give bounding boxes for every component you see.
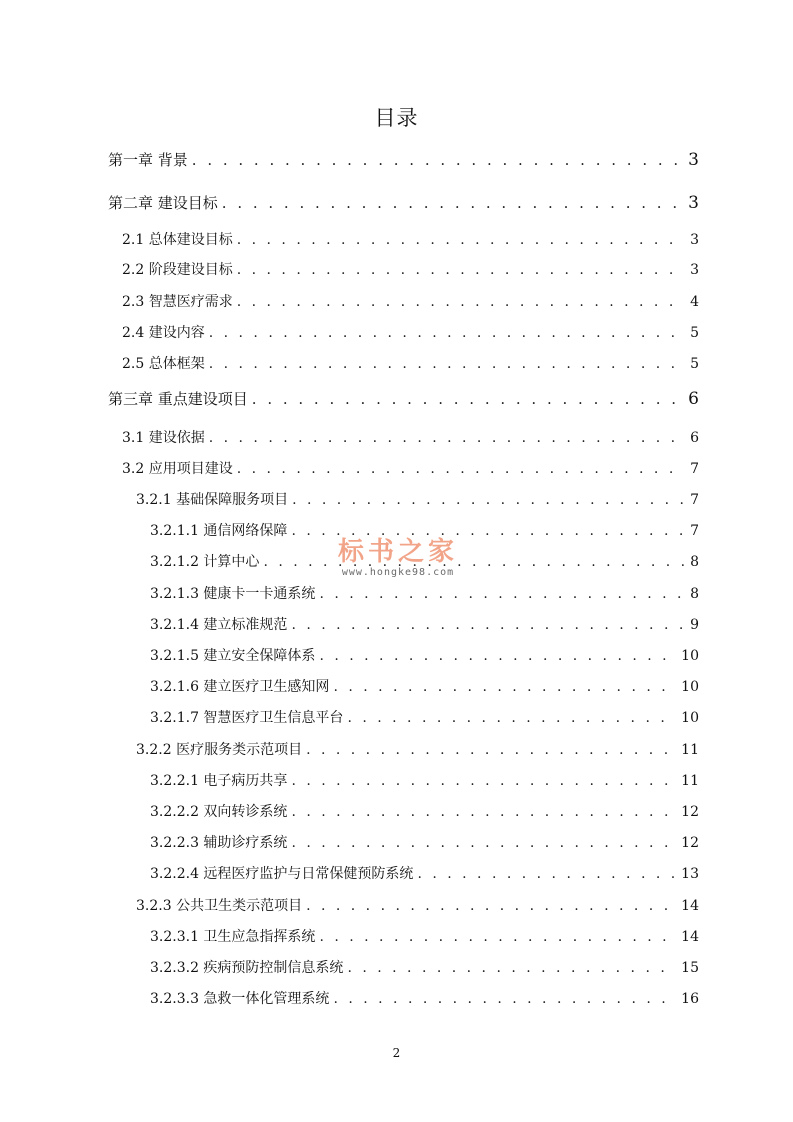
- toc-entry-page: 5: [690, 356, 699, 372]
- toc-leader-dots: [291, 617, 684, 633]
- toc-entry-label: 第一章 背景: [108, 151, 188, 169]
- toc-title: 目录: [374, 106, 419, 130]
- toc-entry-page: 16: [681, 991, 699, 1007]
- toc-entry[interactable]: [150, 770, 699, 790]
- toc-entry[interactable]: [150, 583, 699, 603]
- toc-leader-dots: [333, 679, 675, 695]
- toc-leader-dots: [319, 586, 684, 602]
- toc-entry-label: 3.2.1.5 建立安全保障体系: [150, 648, 316, 664]
- toc-entry-label: 3.2.1.7 智慧医疗卫生信息平台: [150, 710, 344, 726]
- toc-entry-label: 3.2.2.4 远程医疗监护与日常保健预防系统: [150, 866, 414, 882]
- toc-entry[interactable]: [122, 322, 699, 342]
- toc-entry-page: 14: [681, 898, 699, 914]
- toc-entry[interactable]: [136, 489, 699, 509]
- toc-entry-label: 2.2 阶段建设目标: [122, 262, 233, 278]
- toc-entry-page: 11: [681, 773, 699, 789]
- toc-entry[interactable]: [150, 520, 699, 540]
- toc-entry[interactable]: [150, 863, 699, 883]
- toc-entry-label: 3.2.3.3 急救一体化管理系统: [150, 991, 330, 1007]
- toc-entry[interactable]: [136, 895, 699, 915]
- toc-entry-label: 3.2.2 医疗服务类示范项目: [136, 742, 303, 758]
- toc-entry[interactable]: [122, 458, 699, 478]
- toc-entry[interactable]: [122, 229, 699, 249]
- toc-leader-dots: [237, 461, 684, 477]
- toc-entry[interactable]: [150, 832, 699, 852]
- toc-entry-label: 3.2.2.1 电子病历共享: [150, 773, 288, 789]
- toc-entry-page: 14: [681, 929, 699, 945]
- toc-entry-page: 9: [690, 617, 699, 633]
- toc-leader-dots: [237, 294, 684, 310]
- toc-leader-dots: [333, 991, 675, 1007]
- toc-entry-page: 15: [681, 960, 699, 976]
- toc-entry[interactable]: [108, 192, 699, 213]
- toc-entry[interactable]: [136, 739, 699, 759]
- toc-entry[interactable]: [122, 353, 699, 373]
- toc-entry-page: 5: [690, 325, 699, 341]
- page-number: 2: [392, 1046, 401, 1060]
- toc-entry-page: 10: [681, 710, 699, 726]
- toc-entry[interactable]: [150, 801, 699, 821]
- toc-entry-page: 12: [681, 804, 699, 820]
- toc-leader-dots: [252, 390, 682, 408]
- toc-leader-dots: [347, 710, 675, 726]
- toc-entry[interactable]: [150, 988, 699, 1008]
- toc-leader-dots: [209, 356, 684, 372]
- toc-entry-label: 第三章 重点建设项目: [108, 390, 248, 408]
- toc-leader-dots: [209, 325, 684, 341]
- toc-leader-dots: [291, 773, 675, 789]
- toc-leader-dots: [237, 232, 684, 248]
- toc-entry[interactable]: [150, 614, 699, 634]
- toc-entry-page: 8: [690, 586, 699, 602]
- toc-entry-label: 3.2.1.2 计算中心: [150, 554, 260, 570]
- toc-entry-label: 3.1 建设依据: [122, 430, 205, 446]
- toc-entry-page: 11: [681, 742, 699, 758]
- toc-entry[interactable]: [108, 149, 699, 170]
- toc-entry[interactable]: [150, 645, 699, 665]
- toc-entry[interactable]: [122, 427, 699, 447]
- toc-entry-label: 3.2.1.3 健康卡一卡通系统: [150, 586, 316, 602]
- toc-leader-dots: [306, 742, 675, 758]
- watermark-text: 标书之家: [337, 537, 458, 567]
- toc-entry-label: 3.2.3 公共卫生类示范项目: [136, 898, 303, 914]
- toc-entry-page: 4: [690, 294, 699, 310]
- toc-entry-label: 3.2.3.1 卫生应急指挥系统: [150, 929, 316, 945]
- toc-leader-dots: [237, 262, 684, 278]
- toc-entry-page: 3: [688, 150, 699, 170]
- toc-entry-label: 2.1 总体建设目标: [122, 232, 233, 248]
- toc-entry-label: 2.4 建设内容: [122, 325, 205, 341]
- toc-entry-label: 2.5 总体框架: [122, 356, 205, 372]
- toc-entry-label: 3.2 应用项目建设: [122, 461, 233, 477]
- toc-leader-dots: [192, 151, 682, 169]
- toc-leader-dots: [347, 960, 675, 976]
- toc-entry[interactable]: [122, 291, 699, 311]
- toc-entry-label: 3.2.2.2 双向转诊系统: [150, 804, 288, 820]
- toc-entry[interactable]: [122, 259, 699, 279]
- toc-entry-page: 8: [690, 554, 699, 570]
- toc-entry-page: 3: [690, 262, 699, 278]
- toc-leader-dots: [222, 194, 682, 212]
- toc-entry-page: 6: [688, 389, 699, 409]
- watermark-url: www.hongke98.com: [341, 567, 455, 578]
- toc-entry[interactable]: [150, 957, 699, 977]
- toc-entry-page: 10: [681, 648, 699, 664]
- toc-entry-label: 3.2.2.3 辅助诊疗系统: [150, 835, 288, 851]
- toc-entry-label: 3.2.1.1 通信网络保障: [150, 523, 288, 539]
- toc-entry-label: 3.2.1 基础保障服务项目: [136, 492, 289, 508]
- toc-entry-page: 10: [681, 679, 699, 695]
- toc-leader-dots: [292, 492, 684, 508]
- toc-entry[interactable]: [150, 926, 699, 946]
- toc-entry-page: 7: [690, 523, 699, 539]
- toc-entry-page: 3: [688, 193, 699, 213]
- toc-leader-dots: [319, 929, 675, 945]
- toc-leader-dots: [263, 554, 684, 570]
- toc-entry-label: 3.2.3.2 疾病预防控制信息系统: [150, 960, 344, 976]
- toc-entry-page: 3: [690, 232, 699, 248]
- toc-entry-page: 13: [681, 866, 699, 882]
- toc-entry[interactable]: [150, 676, 699, 696]
- toc-leader-dots: [291, 835, 675, 851]
- toc-entry-label: 第二章 建设目标: [108, 194, 218, 212]
- toc-entry[interactable]: [108, 388, 699, 409]
- toc-entry-label: 3.2.1.6 建立医疗卫生感知网: [150, 679, 330, 695]
- toc-entry-page: 6: [690, 430, 699, 446]
- toc-entry[interactable]: [150, 707, 699, 727]
- toc-entry-label: 3.2.1.4 建立标准规范: [150, 617, 288, 633]
- toc-entry[interactable]: [150, 551, 699, 571]
- toc-leader-dots: [291, 523, 684, 539]
- toc-entry-label: 2.3 智慧医疗需求: [122, 294, 233, 310]
- toc-entry-page: 7: [690, 492, 699, 508]
- toc-entry-page: 7: [690, 461, 699, 477]
- toc-leader-dots: [417, 866, 675, 882]
- toc-entry-page: 12: [681, 835, 699, 851]
- toc-leader-dots: [319, 648, 675, 664]
- toc-leader-dots: [209, 430, 684, 446]
- toc-leader-dots: [306, 898, 675, 914]
- toc-leader-dots: [291, 804, 675, 820]
